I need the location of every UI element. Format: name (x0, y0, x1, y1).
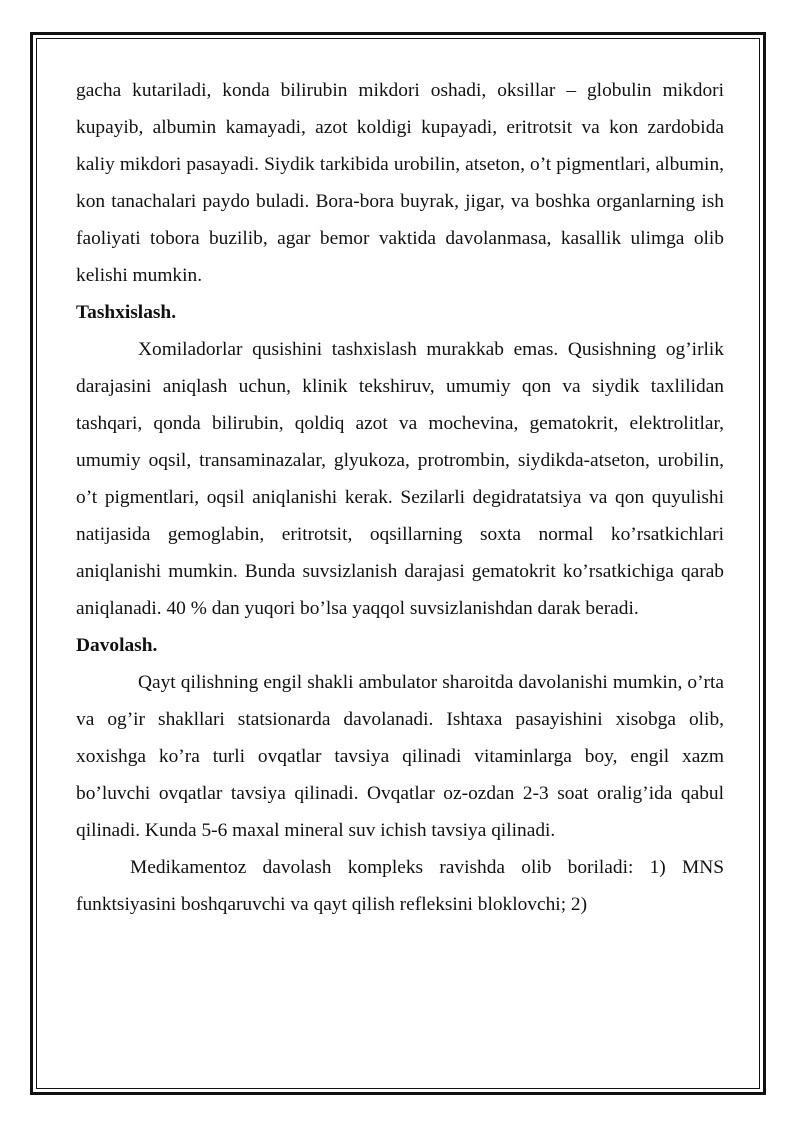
section-heading-diagnosis: Tashxislash. (76, 302, 177, 323)
paragraph-diagnosis: Xomiladorlar qusishini tashxislash murakkab emas. Qusishning og’irlik darajasini aniqlash uchun, klinik tekshiruv, umumiy qon va siydik taxlilidan tashqari, qonda bilirubin, qoldiq azot va mochevina, gematokrit, elektrolitlar, umumiy oqsil, transaminazalar, glyukoza, protrombin, siydikda-atseton, urobilin, o’t pigmentlari, oqsil aniqlanishi kerak. Sezilarli degidratatsiya va qon quyulishi natijasida gemoglabin, eritrotsit, oqsillarning soxta normal ko’rsatkichlari aniqlanishi mumkin. Bunda suvsizlanish darajasi gematokrit ko’rsatkichiga qarab aniqlanadi. 40 % dan yuqori bo’lsa yaqqol suvsizlanishdan darak beradi. (76, 339, 724, 619)
document-body (76, 72, 724, 923)
section-heading-treatment: Davolash. (76, 635, 158, 656)
paragraph-medication: Medikamentoz davolash kompleks ravishda olib boriladi: 1) MNS funktsiyasini boshqaruvchi va qayt qilish refleksini bloklovchi; 2) (76, 857, 724, 915)
paragraph-continuation: gacha kutariladi, konda bilirubin mikdori oshadi, oksillar – globulin mikdori kupayib, albumin kamayadi, azot koldigi kupayadi, eritrotsit va kon zardobida kaliy mikdori pasayadi. Siydik tarkibida urobilin, atseton, o’t pigmentlari, albumin, kon tanachalari paydo buladi. Bora-bora buyrak, jigar, va boshka organlarning ish faoliyati tobora buzilib, agar bemor vaktida davolanmasa, kasallik ulimga olib kelishi mumkin. (76, 80, 724, 286)
paragraph-treatment: Qayt qilishning engil shakli ambulator sharoitda davolanishi mumkin, o’rta va og’ir shakllari statsionarda davolanadi. Ishtaxa pasayishini xisobga olib, xoxishga ko’ra turli ovqatlar tavsiya qilinadi vitaminlarga boy, engil xazm bo’luvchi ovqatlar tavsiya qilinadi. Ovqatlar oz-ozdan 2-3 soat oralig’ida qabul qilinadi. Kunda 5-6 maxal mineral suv ichish tavsiya qilinadi. (76, 672, 724, 841)
